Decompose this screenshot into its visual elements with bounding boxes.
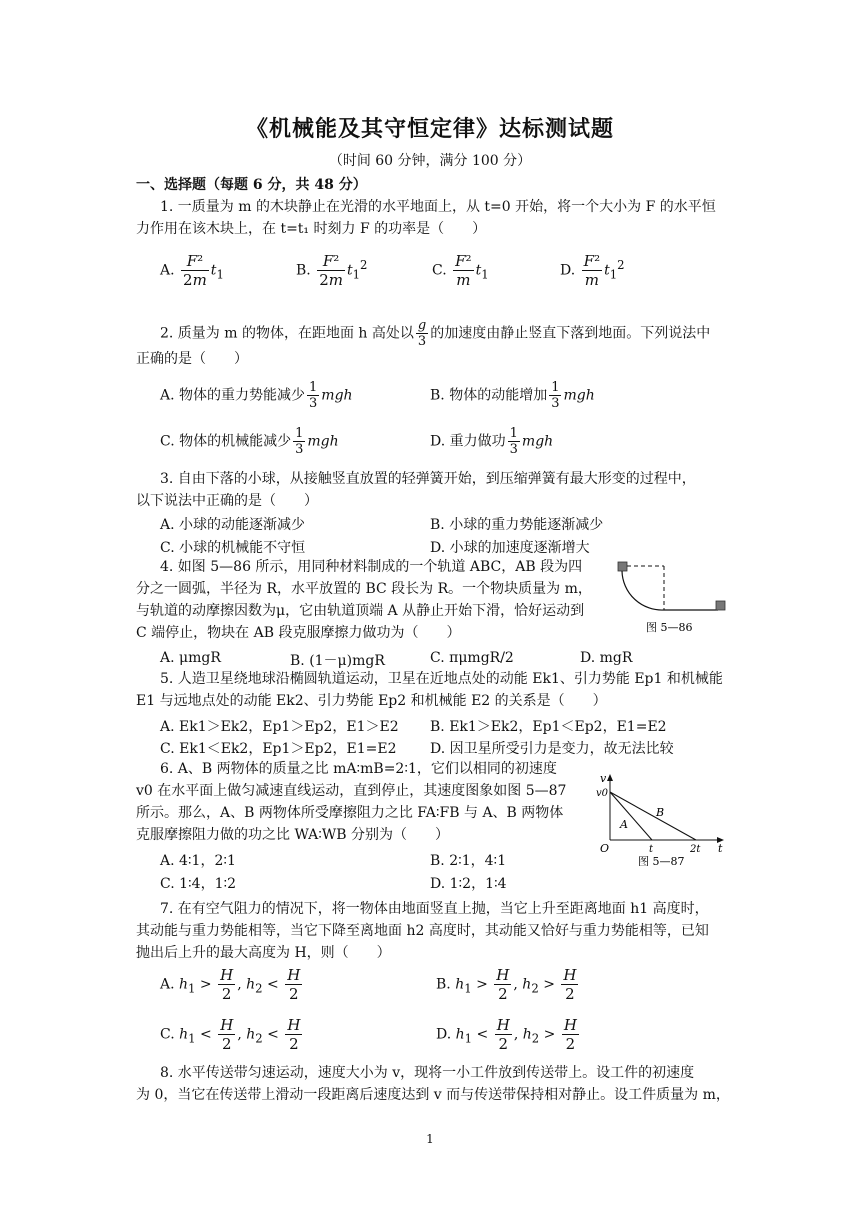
q2-g-over-3: $\frac{g}{3}$: [417, 318, 427, 349]
q7-option-c-label: C.: [160, 1026, 175, 1043]
q2-option-c-label: C. 物体的机械能减少: [160, 433, 292, 450]
q2-option-b-label: B. 物体的动能增加: [430, 387, 548, 404]
label-origin: O: [600, 842, 610, 855]
line-b: [610, 792, 696, 840]
q2-option-a: A. 物体的重力势能减少 $\frac{1}{3}$ mgh: [160, 380, 353, 411]
label-b: B: [656, 806, 665, 819]
q1-option-b: B. $\frac{\text{F²}}{2m}$ $t_1^2$: [296, 252, 368, 289]
q1-option-b-label: B.: [296, 262, 311, 279]
label-v0: v0: [596, 788, 609, 799]
q1-line1: 1. 一质量为 m 的木块静止在光滑的水平地面上，从 t=0 开始，将一个大小为 F 的水平恒: [160, 199, 716, 215]
q7-line2: 其动能与重力势能相等，当它下降至离地面 h2 高度时，其动能又恰好与重力势能相等，已知: [136, 923, 709, 939]
q6-line1: 6. A、B 两物体的质量之比 mA∶mB=2∶1，它们以相同的初速度: [160, 761, 557, 777]
q2-option-c: C. 物体的机械能减少 $\frac{1}{3}$ mgh: [160, 426, 339, 457]
section-heading: 一、选择题（每题 6 分，共 48 分）: [136, 177, 367, 193]
q7-option-a-label: A.: [160, 976, 175, 993]
q2-line1: [160, 318, 710, 349]
q3-option-a: A. 小球的动能逐渐减少: [160, 517, 306, 533]
q6-line3: 所示。那么，A、B 两物体所受摩擦阻力之比 FA∶FB 与 A、B 两物体: [136, 805, 564, 821]
q6-option-c: C. 1∶4，1∶2: [160, 876, 237, 892]
page-number: 1: [426, 1132, 434, 1146]
block-at-a: [618, 562, 627, 571]
q3-option-c: C. 小球的机械能不守恒: [160, 540, 306, 556]
q1-line2: 力作用在该木块上，在 t=t₁ 时刻力 F 的功率是（ ）: [136, 221, 487, 237]
v-axis-arrow: [607, 774, 613, 781]
figure-5-87: [592, 770, 732, 866]
q2-option-d: D. 重力做功 $\frac{1}{3}$ mgh: [430, 426, 554, 457]
q2-option-d-label: D. 重力做功: [430, 433, 506, 450]
q2-option-c-mgh: mgh: [307, 433, 339, 450]
line-a: [610, 792, 652, 840]
q5-option-d: D. 因卫星所受引力是变力，故无法比较: [430, 741, 674, 757]
q3-line1: 3. 自由下落的小球，从接触竖直放置的轻弹簧开始，到压缩弹簧有最大形变的过程中，: [160, 471, 696, 487]
q1-option-c-formula: $\frac{\text{F²}}{m}$: [455, 252, 472, 289]
q2-option-a-mgh: mgh: [321, 387, 353, 404]
label-t-axis: t: [718, 842, 723, 855]
q1-option-c: C. $\frac{\text{F²}}{m}$ $t_1$: [432, 252, 489, 289]
q4-option-c: C. πμmgR/2: [430, 650, 514, 666]
q7-option-b-label: B.: [436, 976, 451, 993]
q7-option-c: C. $h_1$ < $\frac{H}{2}$ , $h_2$ < $\frac{H}{2}$: [160, 1016, 301, 1053]
q5-line2: E1 与远地点处的动能 Ek2、引力势能 Ep2 和机械能 E2 的关系是（ ）: [136, 693, 607, 709]
q8-line1: 8. 水平传送带匀速运动，速度大小为 v，现将一小工件放到传送带上。设工件的初速度: [160, 1065, 695, 1081]
q7-line1: 7. 在有空气阻力的情况下，将一物体由地面竖直上抛，当它上升至距离地面 h1 高度时，: [160, 901, 709, 917]
q4-line1: 4. 如图 5—86 所示，用同种材料制成的一个轨道 ABC，AB 段为四: [160, 559, 583, 575]
q2-option-b: B. 物体的动能增加 $\frac{1}{3}$ mgh: [430, 380, 595, 411]
q8-line2: 为 0，当它在传送带上滑动一段距离后速度达到 v 而与传送带保持相对静止。设工件质量为 m，: [136, 1087, 730, 1103]
q5-option-a: A. Ek1＞Ek2，Ep1＞Ep2，E1＞E2: [160, 719, 399, 735]
q1-option-c-label: C.: [432, 262, 447, 279]
q6-line4: 克服摩擦阻力做的功之比 WA∶WB 分别为（ ）: [136, 827, 450, 843]
q5-option-c: C. Ek1＜Ek2，Ep1＞Ep2，E1=E2: [160, 741, 397, 757]
q1-option-a-formula: $\frac{\text{F²}}{2m}$: [183, 252, 207, 289]
label-t1: t: [649, 844, 654, 855]
q7-line3: 抛出后上升的最大高度为 H，则（ ）: [136, 945, 391, 961]
q1-option-d-label: D.: [560, 262, 576, 279]
q1-option-b-formula: $\frac{\text{F²}}{2m}$: [319, 252, 343, 289]
figure-5-86-caption: 图 5—86: [646, 621, 693, 634]
q5-option-b: B. Ek1＞Ek2，Ep1＜Ep2，E1=E2: [430, 719, 667, 735]
page-subtitle: （时间 60 分钟，满分 100 分）: [328, 153, 532, 169]
q7-option-d-label: D.: [436, 1026, 452, 1043]
q4-option-b: B. (1－μ)mgR: [290, 653, 385, 669]
q1-option-a: A. $\frac{\text{F²}}{2m}$ $t_1$: [160, 252, 224, 289]
q1-option-d: D. $\frac{\text{F²}}{m}$ $t_1^2$: [560, 252, 625, 289]
figure-5-86: [612, 556, 732, 638]
page-title: 《机械能及其守恒定律》达标测试题: [245, 116, 614, 142]
q2-line1-a: 2. 质量为 m 的物体，在距地面 h 高处以: [160, 325, 414, 342]
label-a: A: [620, 818, 628, 831]
q4-line2: 分之一圆弧，半径为 R，水平放置的 BC 段长为 R。一个物块质量为 m，: [136, 581, 592, 597]
q3-line2: 以下说法中正确的是（ ）: [136, 493, 318, 509]
q4-option-d: D. mgR: [580, 650, 633, 666]
q6-option-b: B. 2∶1，4∶1: [430, 853, 507, 869]
quarter-arc-ab: [622, 571, 664, 610]
q6-option-a: A. 4∶1，2∶1: [160, 853, 236, 869]
q4-line3: 与轨道的动摩擦因数为μ，它由轨道顶端 A 从静止开始下滑，恰好运动到: [136, 603, 585, 619]
q3-option-d: D. 小球的加速度逐渐增大: [430, 540, 590, 556]
q6-option-d: D. 1∶2，1∶4: [430, 876, 507, 892]
q7-option-b: B. $h_1$ > $\frac{H}{2}$ , $h_2$ > $\frac{H}{2}$: [436, 966, 577, 1003]
q4-line4: C 端停止，物块在 AB 段克服摩擦力做功为（ ）: [136, 625, 461, 641]
q2-option-a-label: A. 物体的重力势能减少: [160, 387, 306, 404]
label-2t: 2t: [690, 844, 701, 855]
q7-option-d: D. $h_1$ < $\frac{H}{2}$ , $h_2$ > $\frac{H}{2}$: [436, 1016, 577, 1053]
q6-line2: v0 在水平面上做匀减速直线运动，直到停止，其速度图象如图 5—87: [136, 783, 567, 799]
q7-option-a: A. $h_1$ > $\frac{H}{2}$ , $h_2$ < $\frac{H}{2}$: [160, 966, 301, 1003]
q3-option-b: B. 小球的重力势能逐渐减少: [430, 517, 604, 533]
q2-option-d-mgh: mgh: [521, 433, 554, 450]
block-at-c: [716, 601, 725, 610]
q2-line1-b: 的加速度由静止竖直下落到地面。下列说法中: [430, 325, 711, 342]
q2-option-b-mgh: mgh: [563, 387, 595, 404]
q5-line1: 5. 人造卫星绕地球沿椭圆轨道运动，卫星在近地点处的动能 Ek1、引力势能 Ep1 和机械能: [160, 671, 723, 687]
q2-line2: 正确的是（ ）: [136, 351, 248, 367]
q4-option-a: A. μmgR: [160, 650, 221, 666]
q1-option-d-formula: $\frac{\text{F²}}{m}$: [583, 252, 601, 289]
label-v: v: [600, 772, 607, 785]
q1-option-a-label: A.: [160, 262, 175, 279]
figure-5-87-caption: 图 5—87: [638, 855, 685, 866]
